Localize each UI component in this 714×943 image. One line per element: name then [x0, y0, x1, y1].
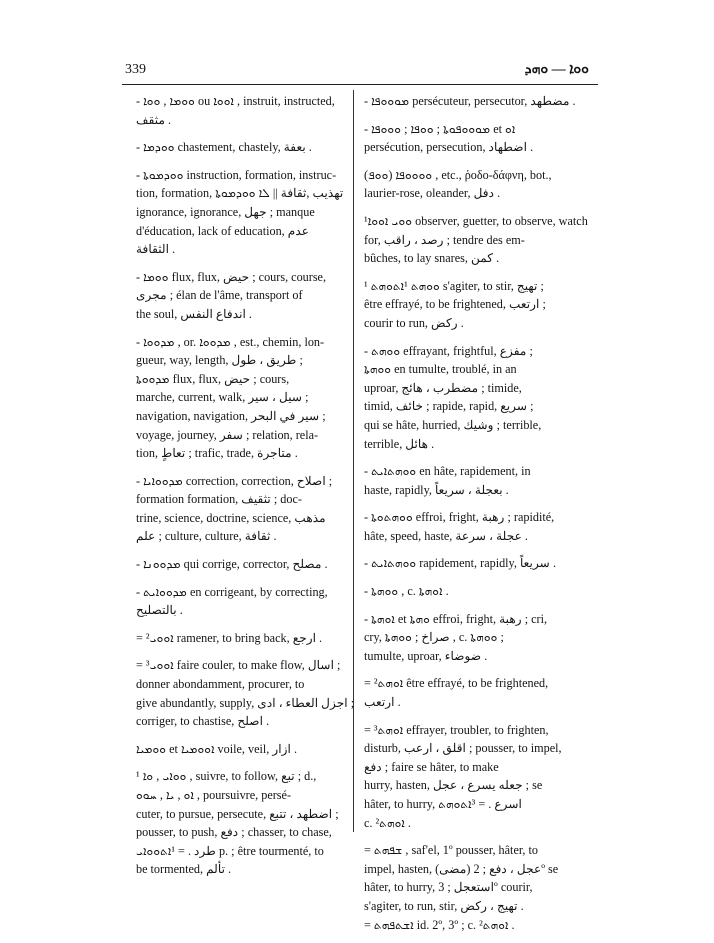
dictionary-entry	[136, 166, 348, 259]
entry-line: = ³ܐܘܗܬ effrayer, troubler, to frighten,	[364, 722, 549, 737]
dictionary-entry	[136, 472, 348, 546]
entry-line: for, رصد ، راقب ; tendre des em-	[364, 232, 525, 247]
dictionary-entry	[136, 629, 348, 648]
entry-line: ¹ܘܘܝ ܐܘܘܐ observer, guetter, to observe, watch	[364, 213, 588, 228]
dictionary-entry	[136, 92, 348, 129]
entry-line: cry, صراخ ; ܘܘܗܬܐ , c. ܘܘܗܬܐ ;	[364, 630, 504, 645]
entry-line: hâte, speed, haste, عجلة ، سرعة .	[364, 528, 528, 543]
dictionary-entry	[364, 277, 582, 333]
page-header	[125, 62, 595, 84]
entry-line: courir to run, ركض .	[364, 315, 464, 330]
entry-line: ignorance, ignorance, جهل ; manque	[136, 204, 315, 219]
entry-line: voyage, journey, سفر ; relation, rela-	[136, 427, 319, 442]
dictionary-entry	[364, 462, 582, 499]
entry-line: - ܘܘܕܡܐ chastement, chastely, بعفة .	[136, 140, 312, 155]
dictionary-entry	[136, 767, 348, 879]
entry-line: s'agiter, to run, stir, تهيج ، ركض .	[364, 898, 524, 913]
entry-line: = ܐܫܬܦܗܬ id. 2º, 3º ; c. ²ܐܘܗܬ .	[364, 917, 515, 932]
dictionary-entry	[364, 554, 582, 573]
entry-line: = ³ܐܘܘܝ faire couler, to make flow, اسال ;	[136, 658, 341, 673]
dictionary-entry	[136, 583, 348, 620]
dictionary-entry	[136, 138, 348, 157]
dictionary-entry	[364, 120, 582, 157]
dictionary-entry	[364, 841, 582, 934]
entry-line: tion, تعاطٍ ; trafic, trade, متاجرة .	[136, 446, 298, 461]
entry-line: timid, خائف ; rapide, rapid, سريع ;	[364, 399, 534, 414]
entry-line: donner abondamment, procurer, to	[136, 677, 305, 692]
entry-line: uproar, مضطرب ، هائج ; timide,	[364, 380, 522, 395]
entry-line: علم ; culture, culture, ثقافة .	[136, 529, 277, 544]
dictionary-entry	[364, 342, 582, 454]
dictionary-entry	[364, 166, 582, 203]
entry-line: impel, hasten, (مضى) عجل ، دفع ; 2º se	[364, 861, 559, 876]
entry-line: marche, current, walk, سيل ، سير ;	[136, 390, 309, 405]
entry-line: give abundantly, supply, اجزل العطاء ، ادى ;	[136, 695, 355, 710]
entry-line: = ²ܐܘܘܝ ramener, to bring back, ارجع .	[136, 630, 323, 645]
left-column	[136, 92, 355, 888]
dictionary-entry	[364, 674, 582, 711]
header-rule	[122, 84, 598, 85]
entry-line: ܘܘܗܬܐ en tumulte, troublé, in an	[364, 362, 517, 377]
entry-line: بالتصليح .	[136, 603, 183, 618]
entry-line: (ܘܘܦ) ܘܘܘܘܦܐ , etc., ῥοδο-δάφνη, bot.,	[364, 167, 552, 182]
entry-line: disturb, اقلق ، ارعب ; pousser, to impel,	[364, 741, 562, 756]
dictionary-entry	[136, 333, 348, 463]
entry-line: terrible, هائل .	[364, 436, 435, 451]
entry-line: ܡܕܘܘܬܐ flux, flux, حيض ; cours,	[136, 371, 290, 386]
entry-line: - ܘܘܕܡܘܬܐ instruction, formation, instruc-	[136, 167, 337, 182]
entry-line: haste, rapidly, بعجلة ، سريعاً .	[364, 482, 509, 497]
entry-line: c. ²ܐܘܗܬ .	[364, 815, 411, 830]
entry-line: laurier-rose, oleander, دفل .	[364, 186, 501, 201]
page-number: 339	[125, 62, 146, 77]
entry-line: persécution, persecution, اضطهاد .	[364, 140, 534, 155]
entry-line: ܐܘ , ܝܐ , ܚܘܘ , poursuivre, persé-	[136, 788, 292, 802]
entry-line: ¹ ܘܘܐܝ , ܘܐ , suivre, to follow, تبع ; d.,	[136, 769, 317, 784]
entry-line: - ܡܕܘܘܐܝܬ en corrigeant, by correcting,	[136, 584, 328, 599]
entry-line: - ܐܘܗܬܐ et ܘܗܬܐ effroi, fright, رهبة ; cri,	[364, 611, 548, 626]
dictionary-entry	[136, 740, 348, 759]
entry-line: cuter, to pursue, persecute, اضطهد ، تتبع ;	[136, 806, 339, 821]
entry-line: - ܘܘܗܬܐܝܬ rapidement, rapidly, سريعاً .	[364, 556, 556, 571]
entry-line: bûches, to lay snares, كمن .	[364, 251, 500, 266]
dictionary-entry	[364, 582, 582, 601]
entry-line: طرد . = ¹ܐܬܘܘܐܝ p. ; être tourmenté, to	[136, 843, 324, 858]
right-column	[364, 92, 588, 943]
entry-line: ارتعب .	[364, 695, 401, 710]
dictionary-entry	[136, 268, 348, 324]
entry-line: d'éducation, lack of education, عدم	[136, 223, 309, 238]
entry-line: hâter, to hurry, استعجل ; 3º courir,	[364, 880, 533, 895]
entry-line: - ܡܘܘܘܦܐ persécuteur, persecutor, مضطهد .	[364, 94, 576, 108]
entry-line: gueur, way, length, طريق ، طول ;	[136, 353, 303, 368]
entry-line: دفع ; faire se hâter, to make	[364, 759, 499, 774]
entry-line: tumulte, uproar, ضوضاء .	[364, 648, 488, 663]
dictionary-entry	[364, 508, 582, 545]
entry-line: - ܡܕܘܘܐ , or. ܡܕܘܘܐ , est., chemin, lon-	[136, 334, 325, 349]
dictionary-entry	[364, 92, 582, 111]
entry-line: pousser, to push, دفع ; chasser, to chase,	[136, 825, 332, 840]
dictionary-entry	[364, 721, 582, 833]
entry-line: - ܡܕܘܘܢܐ qui corrige, corrector, مصلح .	[136, 557, 328, 572]
entry-line: = ܫܦܗܬ , saf'el, 1º pousser, hâter, to	[364, 843, 538, 858]
entry-line: الثقافة .	[136, 242, 176, 257]
entry-line: qui se hâte, hurried, وشيك ; terrible,	[364, 417, 542, 432]
entry-line: - ܡܕܘܘܐܝܐ correction, correction, اصلاح ;	[136, 473, 333, 488]
entry-line: - ܘܘܗܬܐ , c. ܐܘܗܬܐ .	[364, 584, 449, 599]
dictionary-entry	[364, 610, 582, 666]
entry-line: hâter, to hurry, اسرع . = ³ܐܬܘܗܬ	[364, 797, 522, 811]
entry-line: - ܘܘܗܬ effrayant, frightful, مفزع ;	[364, 343, 533, 358]
column-divider	[353, 90, 354, 832]
entry-line: - ܘܘܡܐ , ܘܘܐ ou ܐܘܘܐ , instruit, instructed,	[136, 94, 335, 108]
entry-line: hurry, hasten, جعله يسرع ، عجل ; se	[364, 778, 543, 793]
entry-line: ¹ ܘܘܗܬ ¹ܐܬܘܗܬ s'agiter, to stir, تهيج ;	[364, 278, 544, 293]
entry-line: - ܘܘܗܬܘܬܐ effroi, fright, رهبة ; rapidité,	[364, 510, 555, 525]
entry-line: be tormented, تألم .	[136, 862, 232, 877]
dictionary-entry	[136, 656, 355, 730]
entry-line: - ܡܘܘܘܦܘܬܐ ; ܘܘܦܐ ; ܘܘܘܦܐ et ܐܘ	[364, 121, 516, 136]
entry-line: formation formation, تثقيف ; doc-	[136, 492, 302, 507]
entry-line: مثقف .	[136, 112, 172, 127]
entry-line: - ܘܘܡܐ flux, flux, حيض ; cours, course,	[136, 269, 327, 284]
dictionary-entry	[364, 212, 588, 268]
entry-line: مجرى ; élan de l'âme, transport of	[136, 288, 303, 303]
entry-line: = ²ܐܘܗܬ être effrayé, to be frightened,	[364, 676, 549, 691]
running-head: ܘܘܐ — ܘܗܕ	[524, 62, 589, 77]
entry-line: être effrayé, to be frightened, ارتعب ;	[364, 297, 546, 312]
entry-line: - ܘܘܗܬܐܝܬ en hâte, rapidement, in	[364, 464, 531, 479]
dictionary-entry	[136, 555, 348, 574]
entry-line: navigation, navigation, سير في البحر ;	[136, 408, 326, 423]
entry-line: trine, science, doctrine, science, مذهب	[136, 510, 326, 525]
entry-line: the soul, اندفاع النفس .	[136, 306, 252, 321]
entry-line: corriger, to chastise, اصلح .	[136, 714, 270, 729]
entry-line: ܘܘܡܝܐ et ܐܘܘܡܝܐ voile, veil, ازار .	[136, 741, 298, 756]
entry-line: tion, formation, تهذيب ,ثقافة || ܠܐ ܘܘܕܡܘܬܐ	[136, 186, 344, 201]
